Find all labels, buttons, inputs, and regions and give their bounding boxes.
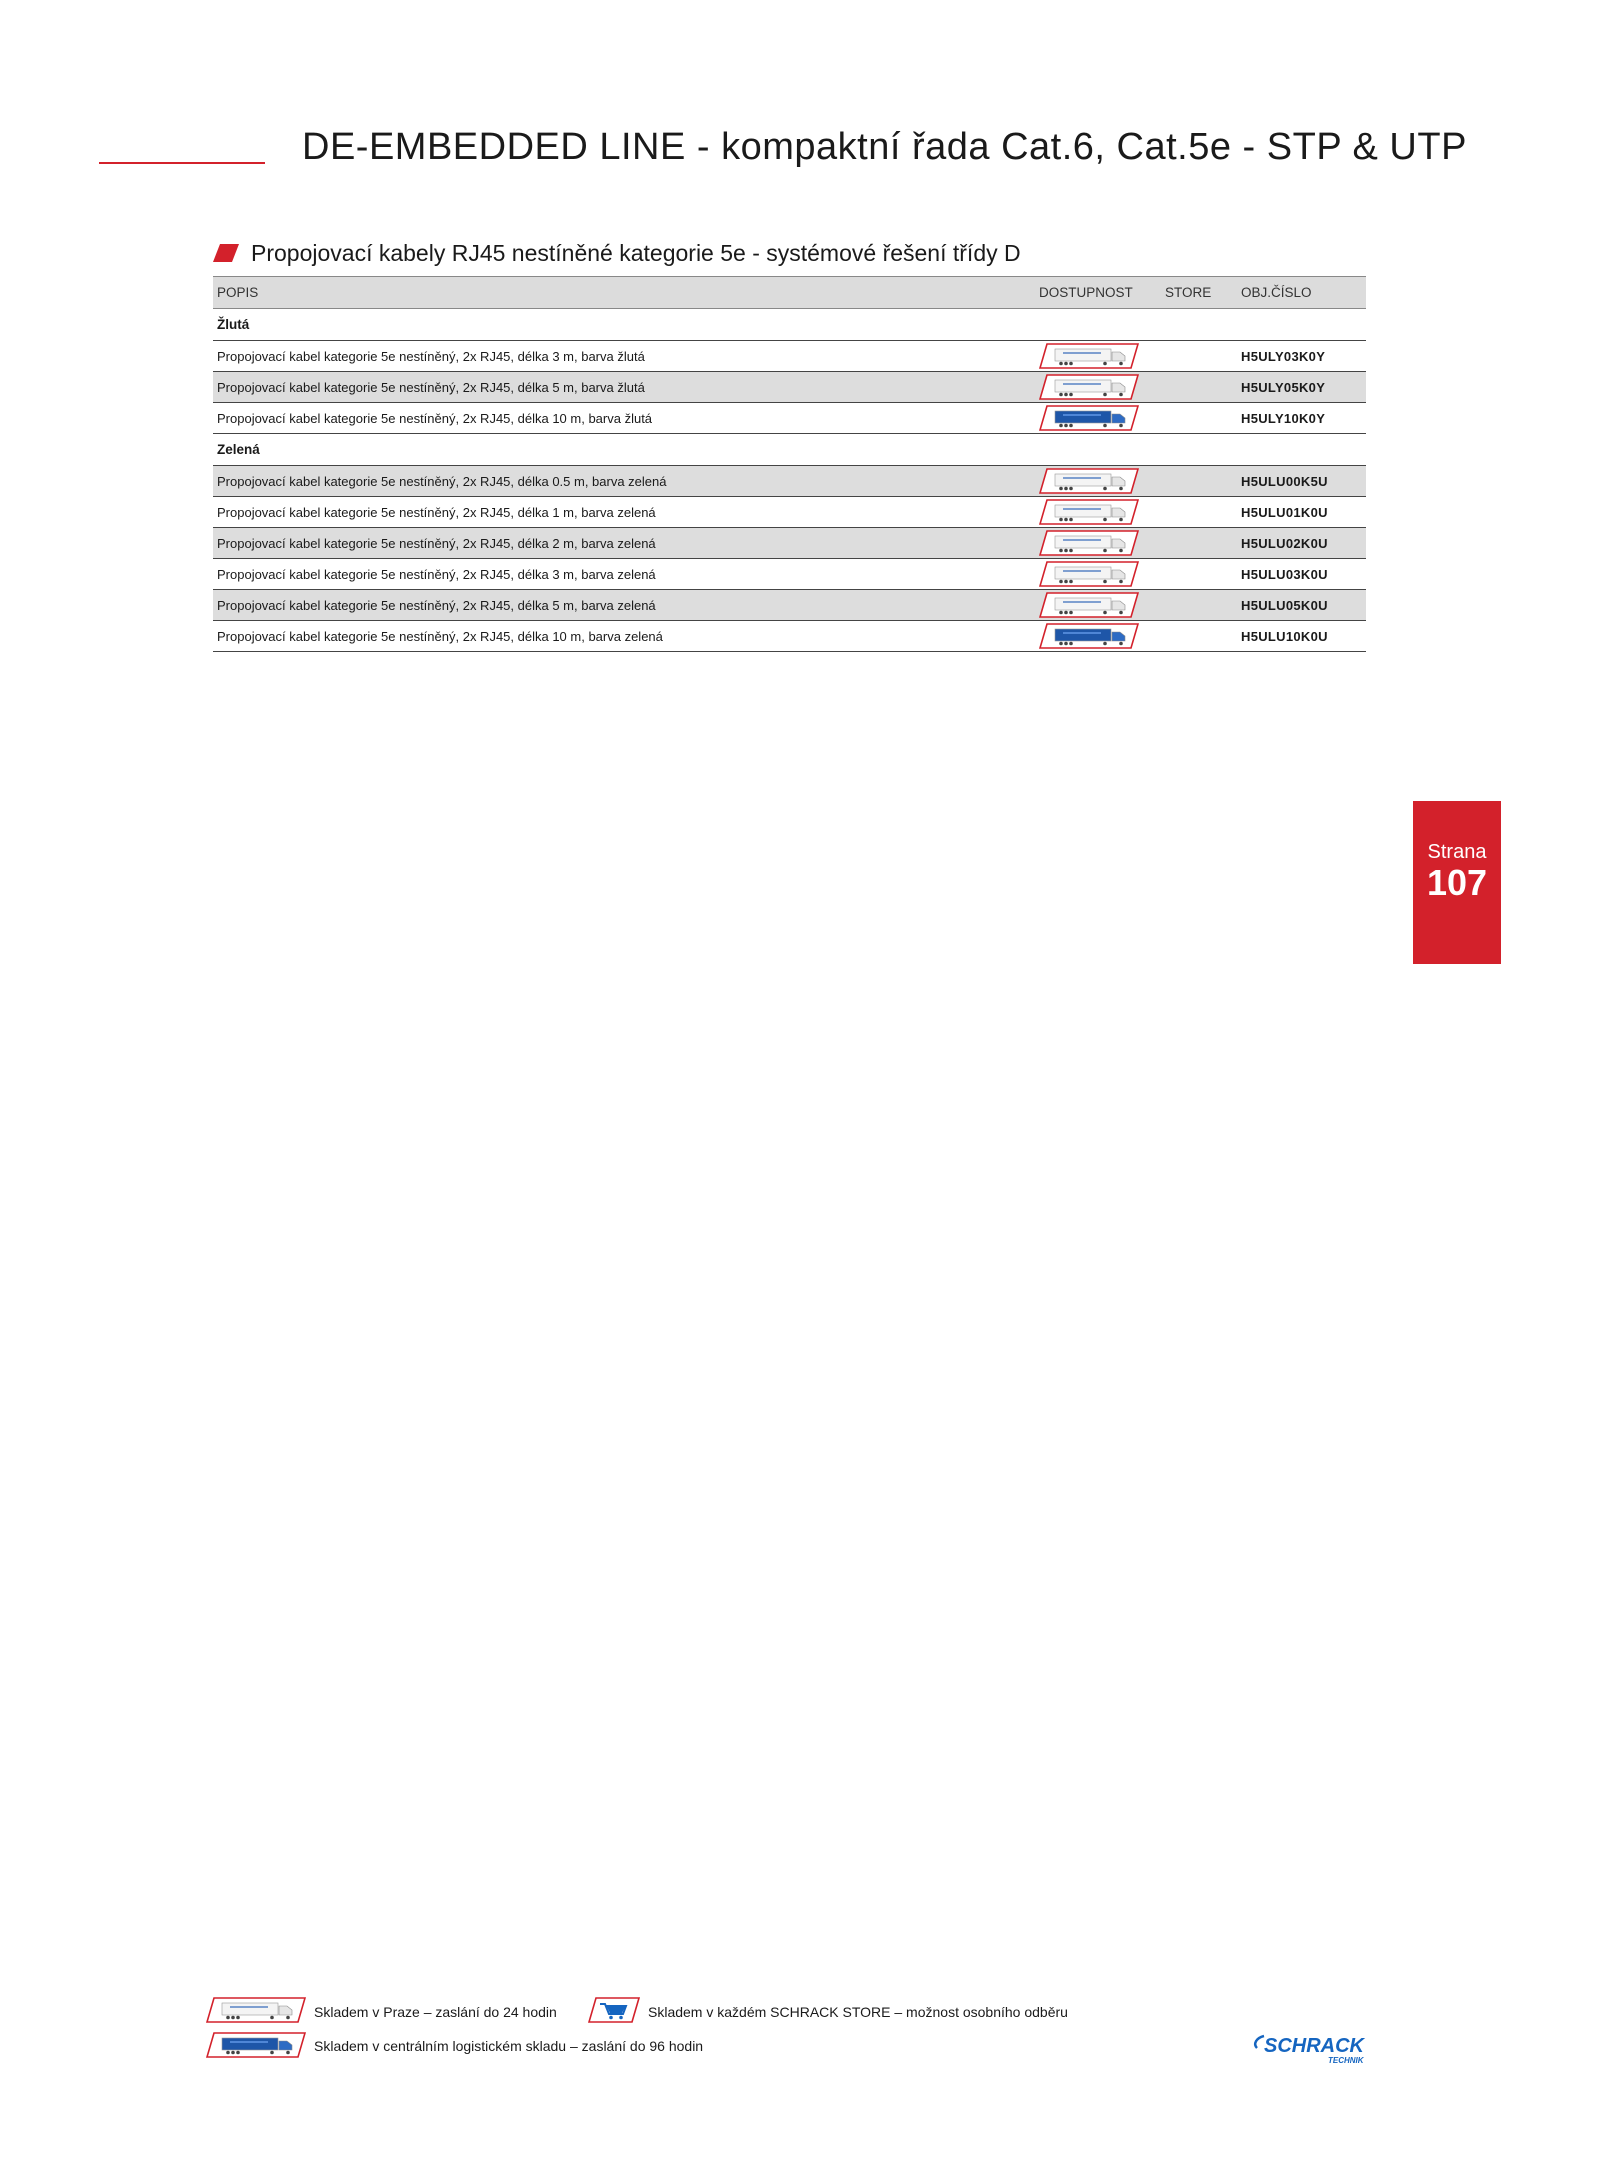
title-rule xyxy=(99,162,265,164)
order-code: H5ULU02K0U xyxy=(1237,528,1366,559)
row-description: Propojovací kabel kategorie 5e nestíněný, 2x RJ45, délka 1 m, barva zelená xyxy=(213,497,1035,528)
availability-cell xyxy=(1035,621,1161,652)
table-row xyxy=(213,590,1366,621)
group-name: Žlutá xyxy=(213,309,1366,341)
row-description: Propojovací kabel kategorie 5e nestíněný, 2x RJ45, délka 3 m, barva žlutá xyxy=(213,341,1035,372)
store-cell xyxy=(1161,372,1237,403)
availability-cell xyxy=(1035,559,1161,590)
availability-cell xyxy=(1035,590,1161,621)
table-row xyxy=(213,341,1366,372)
availability-cell xyxy=(1035,497,1161,528)
header-obj-cislo: OBJ.ČÍSLO xyxy=(1237,277,1366,309)
shopping-cart-icon xyxy=(588,1997,640,2023)
order-code: H5ULU10K0U xyxy=(1237,621,1366,652)
group-name: Zelená xyxy=(213,434,1366,466)
row-description: Propojovací kabel kategorie 5e nestíněný, 2x RJ45, délka 10 m, barva zelená xyxy=(213,621,1035,652)
section-heading xyxy=(213,236,1021,270)
row-description: Propojovací kabel kategorie 5e nestíněný, 2x RJ45, délka 3 m, barva zelená xyxy=(213,559,1035,590)
prague-24h-truck-icon xyxy=(1039,499,1139,525)
order-code: H5ULY05K0Y xyxy=(1237,372,1366,403)
row-description: Propojovací kabel kategorie 5e nestíněný, 2x RJ45, délka 10 m, barva žlutá xyxy=(213,403,1035,434)
availability-cell xyxy=(1035,466,1161,497)
prague-24h-truck-icon xyxy=(1039,561,1139,587)
store-cell xyxy=(1161,590,1237,621)
store-cell xyxy=(1161,403,1237,434)
legend-prague: Skladem v Praze – zaslání do 24 hodin xyxy=(314,2004,557,2020)
row-description: Propojovací kabel kategorie 5e nestíněný, 2x RJ45, délka 5 m, barva žlutá xyxy=(213,372,1035,403)
prague-24h-truck-icon xyxy=(1039,530,1139,556)
logo-sub: TECHNIK xyxy=(1328,2056,1364,2065)
store-cell xyxy=(1161,528,1237,559)
legend-store: Skladem v každém SCHRACK STORE – možnost osobního odběru xyxy=(648,2004,1068,2020)
table-row xyxy=(213,559,1366,590)
table-row xyxy=(213,403,1366,434)
central-96h-truck-icon xyxy=(1039,405,1139,431)
order-code: H5ULU01K0U xyxy=(1237,497,1366,528)
prague-24h-truck-icon xyxy=(1039,374,1139,400)
store-cell xyxy=(1161,497,1237,528)
order-code: H5ULU00K5U xyxy=(1237,466,1366,497)
central-96h-truck-icon xyxy=(206,2032,306,2058)
order-code: H5ULY10K0Y xyxy=(1237,403,1366,434)
page-title: DE-EMBEDDED LINE - kompaktní řada Cat.6, Cat.5e - STP & UTP xyxy=(302,126,1467,168)
row-description: Propojovací kabel kategorie 5e nestíněný, 2x RJ45, délka 2 m, barva zelená xyxy=(213,528,1035,559)
availability-cell xyxy=(1035,341,1161,372)
table-row xyxy=(213,621,1366,652)
page-label: Strana xyxy=(1427,841,1487,863)
logo-brand: SCHRACK xyxy=(1264,2035,1364,2057)
prague-24h-truck-icon xyxy=(206,1997,306,2023)
prague-24h-truck-icon xyxy=(1039,592,1139,618)
order-code: H5ULU03K0U xyxy=(1237,559,1366,590)
store-cell xyxy=(1161,621,1237,652)
table-header-row xyxy=(213,277,1366,309)
header-store: STORE xyxy=(1161,277,1237,309)
availability-cell xyxy=(1035,372,1161,403)
group-row-zluta xyxy=(213,309,1366,341)
row-description: Propojovací kabel kategorie 5e nestíněný, 2x RJ45, délka 5 m, barva zelená xyxy=(213,590,1035,621)
page-number: 107 xyxy=(1426,862,1488,903)
table-row xyxy=(213,372,1366,403)
availability-cell xyxy=(1035,528,1161,559)
store-cell xyxy=(1161,341,1237,372)
store-cell xyxy=(1161,466,1237,497)
product-table xyxy=(213,276,1366,652)
prague-24h-truck-icon xyxy=(1039,468,1139,494)
page-number-tab xyxy=(1413,801,1501,964)
section-title: Propojovací kabely RJ45 nestíněné kategorie 5e - systémové řešení třídy D xyxy=(251,239,1021,266)
row-description: Propojovací kabel kategorie 5e nestíněný, 2x RJ45, délka 0.5 m, barva zelená xyxy=(213,466,1035,497)
group-row-zelena xyxy=(213,434,1366,466)
prague-24h-truck-icon xyxy=(1039,343,1139,369)
order-code: H5ULU05K0U xyxy=(1237,590,1366,621)
legend-central: Skladem v centrálním logistickém skladu – zaslání do 96 hodin xyxy=(314,2038,704,2054)
table-row xyxy=(213,497,1366,528)
section-marker-icon xyxy=(213,244,239,262)
availability-cell xyxy=(1035,403,1161,434)
table-row xyxy=(213,466,1366,497)
schrack-technik-logo xyxy=(1250,2032,1375,2068)
header-popis: POPIS xyxy=(213,277,1035,309)
store-cell xyxy=(1161,559,1237,590)
order-code: H5ULY03K0Y xyxy=(1237,341,1366,372)
header-dostupnost: DOSTUPNOST xyxy=(1035,277,1161,309)
central-96h-truck-icon xyxy=(1039,623,1139,649)
table-row xyxy=(213,528,1366,559)
